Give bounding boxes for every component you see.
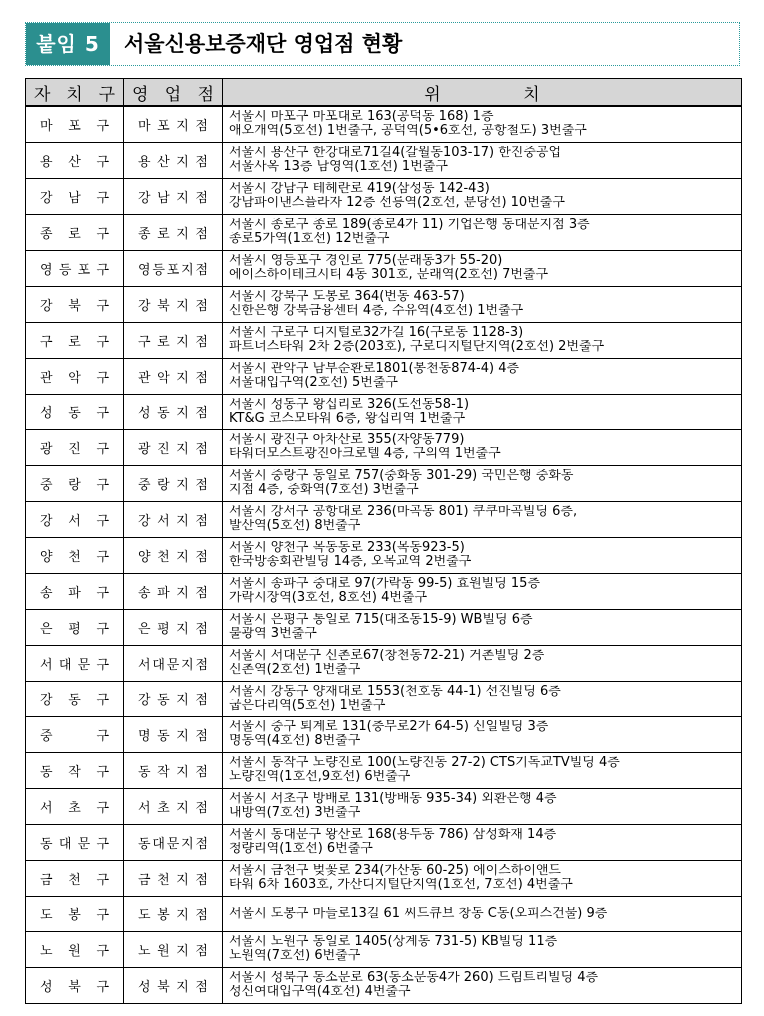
- address-line: 서울시 동대문구 왕산로 168(용두동 786) 삼성화재 14층: [229, 828, 557, 842]
- address-line: 서울시 광진구 아차산로 355(자양동779): [229, 433, 465, 447]
- table-row: [26, 429, 742, 465]
- branch-cell: 종 로 지 점: [124, 214, 223, 250]
- location-cell: [223, 931, 742, 967]
- directions-line: 서울사옥 13층 남영역(1호선) 1번출구: [229, 160, 448, 174]
- table-row: [26, 178, 742, 214]
- location-cell: [223, 322, 742, 358]
- header-district: 자 치 구: [26, 79, 124, 107]
- branch-cell: 강 서 지 점: [124, 501, 223, 537]
- location-cell: [223, 537, 742, 573]
- directions-line: 내방역(7호선) 3번출구: [229, 806, 361, 820]
- address-line: 서울시 강동구 양재대로 1553(천호동 44-1) 선진빌딩 6층: [229, 684, 561, 699]
- directions-line: 청량리역(1호선) 6번출구: [229, 842, 373, 856]
- table-row: [26, 824, 742, 860]
- branch-cell: 노 원 지 점: [124, 931, 223, 967]
- district-cell: 양 천 구: [26, 537, 124, 573]
- address-line: 서울시 도봉구 마들로13길 61 씨드큐브 창동 C동(오피스건물) 9층: [229, 906, 608, 921]
- address-line: 서울시 서대문구 신촌로67(창천동72-21) 거촌빌딩 2층: [229, 649, 545, 663]
- table-row: [26, 967, 742, 1003]
- location-cell: [223, 429, 742, 465]
- district-cell: 용 산 구: [26, 142, 124, 178]
- directions-line: KT&G 코스모타워 6층, 왕십리역 1번출구: [229, 411, 466, 426]
- address-line: 서울시 영등포구 경인로 775(문래동3가 55-20): [229, 254, 503, 268]
- directions-line: 강남파이낸스플라자 12층 선릉역(2호선, 분당선) 10번출구: [229, 196, 565, 210]
- table-row: [26, 752, 742, 788]
- directions-line: 가락시장역(3호선, 8호선) 4번출구: [229, 591, 428, 605]
- address-line: 서울시 구로구 디지털로32가길 16(구로동 1128-3): [229, 326, 524, 340]
- table-row: [26, 931, 742, 967]
- branch-cell: 명 동 지 점: [124, 716, 223, 752]
- directions-line: 명동역(4호선) 8번출구: [229, 734, 361, 748]
- table-row: [26, 716, 742, 752]
- location-cell: [223, 609, 742, 645]
- directions-line: 성신여대입구역(4호선) 4번출구: [229, 985, 411, 999]
- address-line: 서울시 종로구 종로 189(종로4가 11) 기업은행 동대문지점 3층: [229, 218, 590, 232]
- table-row: [26, 896, 742, 931]
- directions-line: 발산역(5호선) 8번출구: [229, 519, 361, 533]
- location-cell: [223, 824, 742, 860]
- branch-cell: 서 대 문 지 점: [124, 645, 223, 681]
- location-cell: [223, 501, 742, 537]
- header-branch: 영 업 점: [124, 79, 223, 107]
- table-row: [26, 358, 742, 394]
- address-line: 서울시 양천구 목동동로 233(목동923-5): [229, 541, 465, 555]
- address-line: 서울시 은평구 통일로 715(대조동15-9) WB빌딩 6층: [229, 613, 533, 627]
- table-row: [26, 106, 742, 142]
- branch-cell: 영 등 포 지 점: [124, 250, 223, 286]
- district-cell: 구 로 구: [26, 322, 124, 358]
- table-row: [26, 645, 742, 681]
- table-row: [26, 214, 742, 250]
- address-line: 서울시 성동구 왕십리로 326(도선동58-1): [229, 397, 470, 412]
- address-line: 서울시 강남구 테헤란로 419(삼성동 142-43): [229, 182, 490, 196]
- address-line: 서울시 성북구 동소문로 63(동소문동4가 260) 드림트리빌딩 4층: [229, 971, 599, 985]
- location-cell: [223, 394, 742, 429]
- address-line: 서울시 동작구 노량진로 100(노량진동 27-2) CTS기독교TV빌딩 4층: [229, 756, 620, 770]
- directions-line: 신한은행 강북금융센터 4층, 수유역(4호선) 1번출구: [229, 304, 524, 318]
- table-row: [26, 394, 742, 429]
- district-cell: 중 구: [26, 716, 124, 752]
- header-location: 위 치: [223, 79, 742, 107]
- attachment-badge: 붙임 5: [26, 23, 110, 65]
- directions-line: 종로5가역(1호선) 12번출구: [229, 232, 390, 246]
- address-line: 서울시 중랑구 동일로 757(중화동 301-29) 국민은행 중화동: [229, 469, 574, 483]
- branch-cell: 강 남 지 점: [124, 178, 223, 214]
- branch-cell: 동 작 지 점: [124, 752, 223, 788]
- table-body: [26, 106, 742, 1003]
- district-cell: 송 파 구: [26, 573, 124, 609]
- branch-cell: 서 초 지 점: [124, 788, 223, 824]
- branch-cell: 중 랑 지 점: [124, 465, 223, 501]
- branch-cell: 은 평 지 점: [124, 609, 223, 645]
- branch-cell: 광 진 지 점: [124, 429, 223, 465]
- district-cell: 서 대 문 구: [26, 645, 124, 681]
- district-cell: 강 동 구: [26, 681, 124, 716]
- district-cell: 성 동 구: [26, 394, 124, 429]
- directions-line: 에이스하이테크시티 4동 301호, 문래역(2호선) 7번출구: [229, 268, 549, 282]
- location-cell: [223, 645, 742, 681]
- table-row: [26, 537, 742, 573]
- district-cell: 금 천 구: [26, 860, 124, 896]
- directions-line: 노량진역(1호선,9호선) 6번출구: [229, 770, 411, 784]
- location-cell: [223, 716, 742, 752]
- directions-line: 신촌역(2호선) 1번출구: [229, 663, 361, 677]
- branch-cell: 강 동 지 점: [124, 681, 223, 716]
- table-row: [26, 681, 742, 716]
- address-line: 서울시 중구 퇴계로 131(충무로2가 64-5) 신일빌딩 3층: [229, 720, 549, 734]
- district-cell: 도 봉 구: [26, 896, 124, 931]
- district-cell: 강 북 구: [26, 286, 124, 322]
- table-row: [26, 860, 742, 896]
- branch-cell: 양 천 지 점: [124, 537, 223, 573]
- district-cell: 강 서 구: [26, 501, 124, 537]
- location-cell: [223, 106, 742, 142]
- table-row: [26, 788, 742, 824]
- location-cell: [223, 860, 742, 896]
- district-cell: 동 작 구: [26, 752, 124, 788]
- location-cell: [223, 788, 742, 824]
- page-title: 서울신용보증재단 영업점 현황: [124, 32, 403, 56]
- title-bar: [25, 22, 740, 66]
- table-row: [26, 286, 742, 322]
- location-cell: [223, 752, 742, 788]
- directions-line: 파트너스타워 2차 2층(203호), 구로디지털단지역(2호선) 2번출구: [229, 340, 605, 354]
- location-cell: [223, 142, 742, 178]
- district-cell: 노 원 구: [26, 931, 124, 967]
- location-cell: [223, 178, 742, 214]
- directions-line: 한국방송회관빌딩 14층, 오목교역 2번출구: [229, 555, 472, 569]
- table-row: [26, 142, 742, 178]
- district-cell: 성 북 구: [26, 967, 124, 1003]
- branch-cell: 송 파 지 점: [124, 573, 223, 609]
- table-header-row: [26, 79, 742, 107]
- branch-cell: 성 북 지 점: [124, 967, 223, 1003]
- district-cell: 종 로 구: [26, 214, 124, 250]
- branch-cell: 도 봉 지 점: [124, 896, 223, 931]
- directions-line: 굽은다리역(5호선) 1번출구: [229, 698, 386, 713]
- directions-line: 서울대입구역(2호선) 5번출구: [229, 376, 398, 390]
- location-cell: [223, 681, 742, 716]
- district-cell: 동 대 문 구: [26, 824, 124, 860]
- directions-line: 타워 6차 1603호, 가산디지털단지역(1호선, 7호선) 4번출구: [229, 878, 573, 892]
- district-cell: 관 악 구: [26, 358, 124, 394]
- branch-cell: 관 악 지 점: [124, 358, 223, 394]
- district-cell: 광 진 구: [26, 429, 124, 465]
- branch-table: [25, 78, 742, 1004]
- branch-cell: 동 대 문 지 점: [124, 824, 223, 860]
- location-cell: [223, 214, 742, 250]
- location-cell: [223, 967, 742, 1003]
- location-cell: [223, 358, 742, 394]
- branch-cell: 성 동 지 점: [124, 394, 223, 429]
- district-cell: 중 랑 구: [26, 465, 124, 501]
- branch-cell: 강 북 지 점: [124, 286, 223, 322]
- location-cell: [223, 286, 742, 322]
- district-cell: 영 등 포 구: [26, 250, 124, 286]
- table-row: [26, 609, 742, 645]
- location-cell: [223, 573, 742, 609]
- table-row: [26, 465, 742, 501]
- directions-line: 노원역(7호선) 6번출구: [229, 949, 361, 963]
- district-cell: 은 평 구: [26, 609, 124, 645]
- address-line: 서울시 서초구 방배로 131(방배동 935-34) 외환은행 4층: [229, 792, 557, 806]
- table-row: [26, 501, 742, 537]
- address-line: 서울시 강서구 공항대로 236(마곡동 801) 쿠쿠마곡빌딩 6층,: [229, 505, 578, 519]
- location-cell: [223, 250, 742, 286]
- address-line: 서울시 마포구 마포대로 163(공덕동 168) 1층: [229, 110, 494, 125]
- address-line: 서울시 금천구 벚꽃로 234(가산동 60-25) 에이스하이앤드: [229, 864, 561, 878]
- directions-line: 지점 4층, 중화역(7호선) 3번출구: [229, 483, 419, 497]
- district-cell: 마 포 구: [26, 106, 124, 142]
- address-line: 서울시 강북구 도봉로 364(번동 463-57): [229, 290, 465, 304]
- address-line: 서울시 노원구 동일로 1405(상계동 731-5) KB빌딩 11층: [229, 935, 558, 949]
- table-row: [26, 573, 742, 609]
- district-cell: 강 남 구: [26, 178, 124, 214]
- table-row: [26, 250, 742, 286]
- branch-cell: 구 로 지 점: [124, 322, 223, 358]
- district-cell: 서 초 구: [26, 788, 124, 824]
- branch-cell: 마 포 지 점: [124, 106, 223, 142]
- branch-cell: 용 산 지 점: [124, 142, 223, 178]
- directions-line: 애오개역(5호선) 1번출구, 공덕역(5•6호선, 공항철도) 3번출구: [229, 124, 587, 139]
- directions-line: 타워더모스트광진아크로텔 4층, 구의역 1번출구: [229, 447, 501, 461]
- address-line: 서울시 관악구 남부순환로1801(봉천동874-4) 4층: [229, 362, 520, 376]
- table-row: [26, 322, 742, 358]
- branch-cell: 금 천 지 점: [124, 860, 223, 896]
- address-line: 서울시 송파구 중대로 97(가락동 99-5) 효원빌딩 15층: [229, 577, 541, 591]
- location-cell: [223, 896, 742, 931]
- address-line: 서울시 용산구 한강대로71길4(갈월동103-17) 한진중공업: [229, 146, 562, 160]
- directions-line: 불광역 3번출구: [229, 627, 317, 641]
- location-cell: [223, 465, 742, 501]
